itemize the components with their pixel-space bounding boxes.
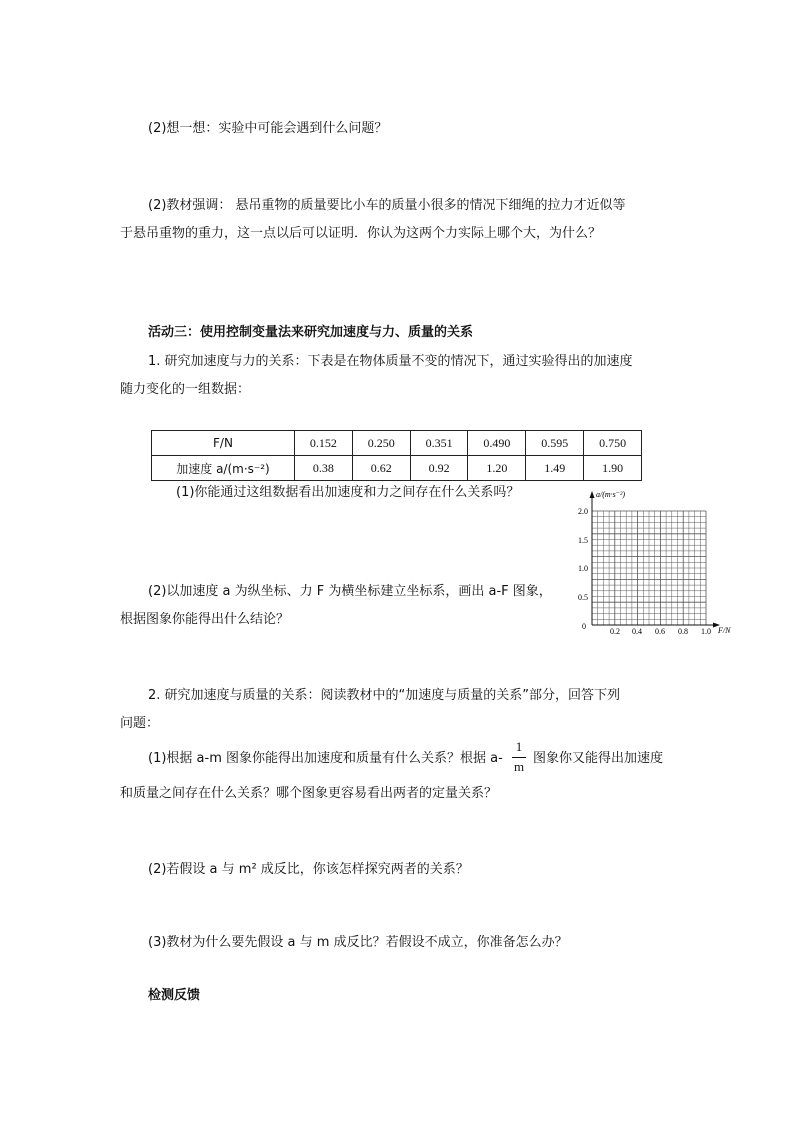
question-emphasis-line2: 于悬吊重物的重力，这一点以后可以证明．你认为这两个力实际上哪个大，为什么？ — [120, 226, 602, 241]
table-row — [152, 456, 642, 481]
question-think: (2)想一想：实验中可能会遇到什么问题？ — [148, 121, 388, 136]
y-tick-label: 0.5 — [578, 593, 588, 602]
question-1-2-line2: 根据图象你能得出什么结论？ — [120, 612, 290, 627]
fraction-numerator: 1 — [515, 739, 523, 754]
x-tick-label: 0.2 — [610, 627, 620, 636]
table-cell: 0.92 — [410, 456, 468, 481]
y-axis-label: a/(m·s⁻²) — [596, 490, 626, 499]
table-cell: 1.49 — [526, 456, 584, 481]
y-tick-label: 1.0 — [578, 564, 588, 573]
feedback-title: 检测反馈 — [148, 988, 201, 1003]
force-acceleration-table — [151, 430, 642, 481]
item2-line2: 问题： — [120, 716, 160, 731]
table-cell: 0.62 — [352, 456, 410, 481]
x-tick-label: 0.8 — [678, 627, 688, 636]
fraction-bar — [512, 757, 526, 758]
table-header-acceleration: 加速度 a/(m·s⁻²) — [152, 456, 295, 481]
table-cell: 0.750 — [584, 431, 642, 456]
question-1-1: (1)你能通过这组数据看出加速度和力之间存在什么关系吗？ — [176, 485, 520, 500]
table-cell: 1.20 — [468, 456, 526, 481]
table-cell: 0.152 — [295, 431, 353, 456]
item1-line2: 随力变化的一组数据： — [120, 382, 251, 397]
origin-label: 0 — [582, 622, 586, 631]
table-cell: 1.90 — [584, 456, 642, 481]
item1-line1: 1. 研究加速度与力的关系：下表是在物体质量不变的情况下，通过实验得出的加速度 — [148, 354, 633, 369]
x-tick-label: 1.0 — [701, 627, 711, 636]
question-2-1-pre: (1)根据 a-m 图象你能得出加速度和质量有什么关系？根据 a- — [148, 751, 503, 766]
x-tick-label: 0.4 — [632, 627, 642, 636]
fraction-denominator: m — [513, 759, 525, 774]
question-emphasis-line1: (2)教材强调： 悬吊重物的质量要比小车的质量小很多的情况下细绳的拉力才近似等 — [148, 198, 626, 213]
grid-lines — [592, 511, 706, 625]
table-cell: 0.490 — [468, 431, 526, 456]
table-cell: 0.250 — [352, 431, 410, 456]
question-2-1-line2: 和质量之间存在什么关系？哪个图象更容易看出两者的定量关系？ — [120, 786, 498, 801]
question-2-2: (2)若假设 a 与 m² 成反比，你该怎样探究两者的关系？ — [148, 862, 469, 877]
table-cell: 0.38 — [295, 456, 353, 481]
y-axis-arrow — [590, 491, 595, 498]
table-cell: 0.595 — [526, 431, 584, 456]
table-header-force: F/N — [152, 431, 295, 456]
item2-line1: 2. 研究加速度与质量的关系：阅读教材中的“加速度与质量的关系”部分，回答下列 — [148, 688, 621, 703]
table-row — [152, 431, 642, 456]
y-tick-label: 2.0 — [578, 507, 588, 516]
blank-graph-grid — [566, 485, 746, 645]
activity3-title: 活动三：使用控制变量法来研究加速度与力、质量的关系 — [148, 325, 474, 340]
y-tick-label: 1.5 — [578, 536, 588, 545]
question-1-2-line1: (2)以加速度 a 为纵坐标、力 F 为横坐标建立坐标系，画出 a-F 图象， — [148, 584, 552, 599]
table-cell: 0.351 — [410, 431, 468, 456]
question-2-1-post: 图象你又能得出加速度 — [533, 751, 664, 766]
x-tick-label: 0.6 — [655, 627, 665, 636]
question-2-3: (3)教材为什么要先假设 a 与 m 成反比？若假设不成立，你准备怎么办？ — [148, 935, 568, 950]
x-axis-label: F/N — [718, 626, 731, 635]
